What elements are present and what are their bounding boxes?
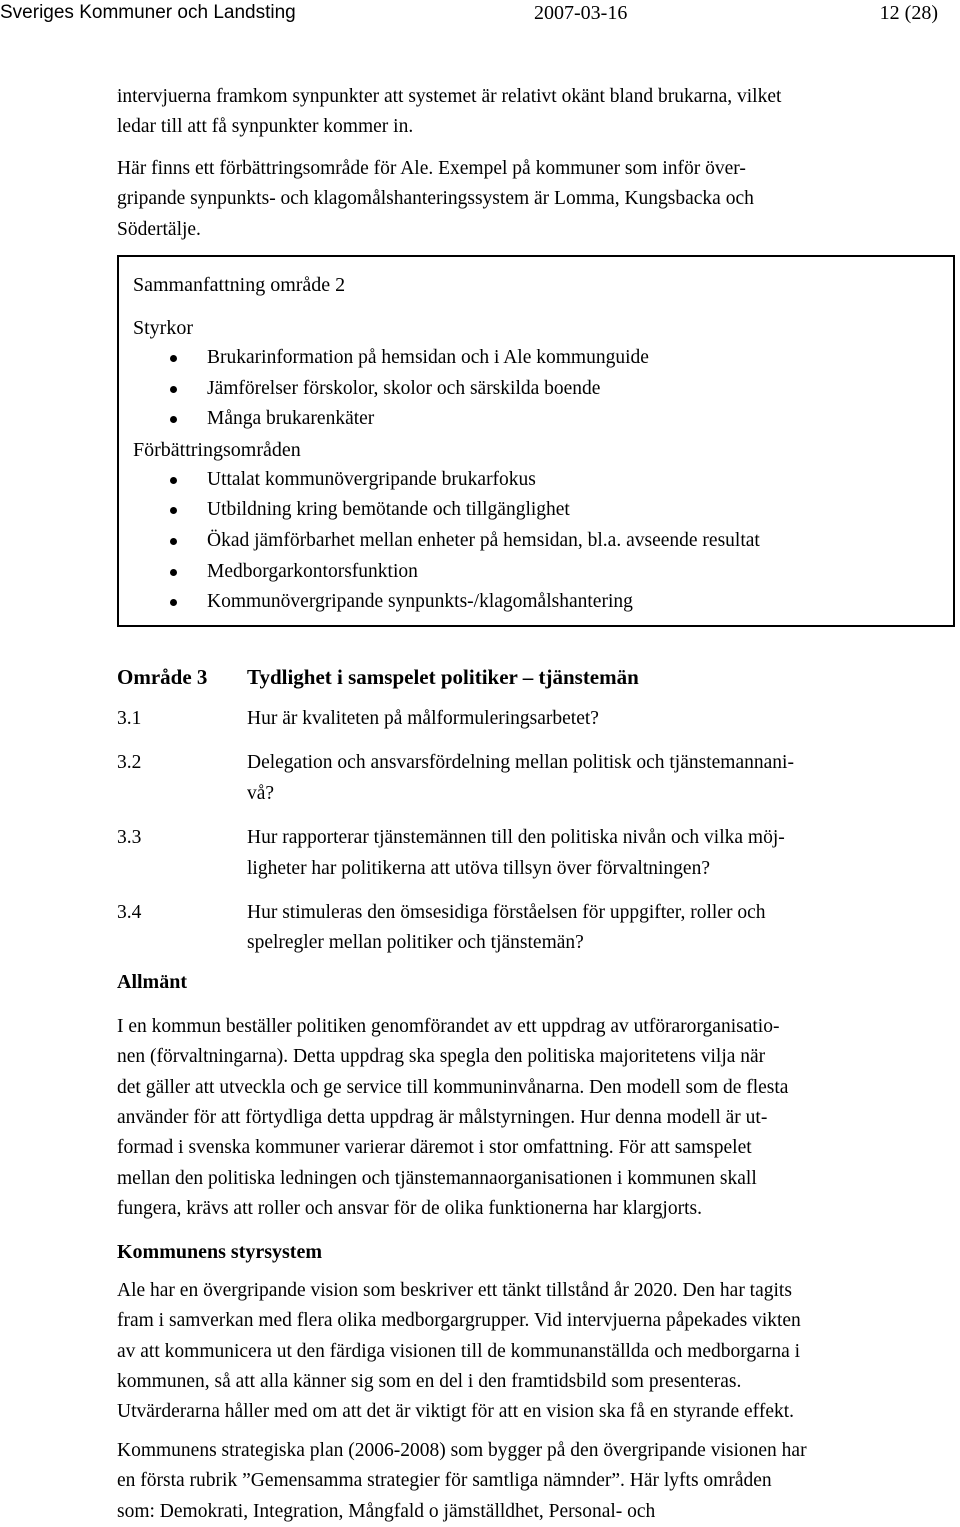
question-text: Delegation och ansvarsfördelning mellan politisk och tjänstemannani- — [247, 752, 794, 774]
question-text: vå? — [247, 782, 275, 804]
text-line: fram i samverkan med flera olika medborgargrupper. Vid intervjuerna påpekades vikten — [117, 1310, 801, 1332]
intro-paragraph-2 — [117, 154, 897, 245]
text-line: mellan den politiska ledningen och tjänstemannaorganisationen i kommunen skall — [117, 1167, 757, 1189]
question-text: ligheter har politikerna att utöva tillsyn över förvaltningen? — [247, 857, 710, 879]
list-item-text: Jämförelser förskolor, skolor och särskilda boende — [207, 377, 601, 399]
list-item-text: Medborgarkontorsfunktion — [207, 560, 418, 582]
text-line: nen (förvaltningarna). Detta uppdrag ska spegla den politiska majoritetens vilja när — [117, 1046, 766, 1068]
area-label: Område 3 — [117, 665, 208, 689]
question-text: Hur stimuleras den ömsesidiga förståelsen för uppgifter, roller och — [247, 902, 766, 924]
list-item — [119, 526, 953, 557]
text-line: Kommunens strategiska plan (2006-2008) som bygger på den övergripande visionen har — [117, 1439, 807, 1461]
list-item-text: Kommunövergripande synpunkts-/klagomålshantering — [207, 591, 633, 613]
bullet-icon — [170, 386, 177, 393]
text-line: en första rubrik ”Gemensamma strategier för samtliga nämnder”. Här lyfts områden — [117, 1470, 772, 1492]
list-item-text: Uttalat kommunövergripande brukarfokus — [207, 468, 536, 490]
summary-title: Sammanfattning område 2 — [133, 274, 346, 296]
list-item — [119, 587, 953, 618]
question-text: Hur är kvaliteten på målformuleringsarbetet? — [247, 708, 599, 729]
text-line: det gäller att utveckla och ge service till kommuninvånarna. Den modell som de flesta — [117, 1076, 789, 1098]
list-item — [119, 557, 953, 588]
question-number: 3.1 — [117, 708, 142, 729]
strengths-list — [119, 343, 953, 435]
text-line: kommunen, så att alla känner sig som en del i den framtidsbild som presenteras. — [117, 1370, 742, 1392]
question-number: 3.4 — [117, 902, 142, 924]
bullet-icon — [170, 477, 177, 484]
text-line: av att kommunicera ut den färdiga visionen till de kommunanställda och medborgarna i — [117, 1340, 801, 1362]
bullet-icon — [170, 507, 177, 514]
text-line: som: Demokrati, Integration, Mångfald o jämställdhet, Personal- och — [117, 1500, 656, 1522]
bullet-icon — [170, 416, 177, 423]
bullet-icon — [170, 599, 177, 606]
text-line: formad i svenska kommuner varierar däremot i stor omfattning. För att samspelet — [117, 1137, 752, 1159]
text-line: fungera, krävs att roller och ansvar för de olika funktionerna har klargjorts. — [117, 1198, 702, 1220]
text-line: ledar till att få synpunkter kommer in. — [117, 116, 414, 138]
text-line: Ale har en övergripande vision som beskriver ett tänkt tillstånd år 2020. Den har tagits — [117, 1279, 792, 1301]
list-item — [119, 404, 953, 435]
bullet-icon — [170, 569, 177, 576]
governance-paragraph-1 — [117, 1276, 897, 1428]
area-title: Tydlighet i samspelet politiker – tjänstemän — [247, 665, 639, 689]
header-date: 2007-03-16 — [534, 2, 628, 24]
bullet-icon — [170, 355, 177, 362]
intro-paragraph-1 — [117, 82, 897, 143]
question-text: spelregler mellan politiker och tjänstemän? — [247, 932, 584, 954]
question-number: 3.2 — [117, 752, 142, 774]
improvements-list — [119, 465, 953, 618]
list-item — [119, 465, 953, 496]
header-organization: Sveriges Kommuner och Landsting — [0, 2, 296, 23]
text-line: intervjuerna framkom synpunkter att systemet är relativt okänt bland brukarna, vilket — [117, 86, 782, 107]
text-line: Utvärderarna håller med om att det är viktigt för att en vision ska få en styrande effekt. — [117, 1401, 795, 1423]
text-line: gripande synpunkts- och klagomålshanteringssystem är Lomma, Kungsbacka och — [117, 188, 754, 210]
strengths-heading: Styrkor — [133, 317, 193, 339]
text-line: använder för att förtydliga detta uppdrag är målstyrningen. Hur denna modell är ut- — [117, 1107, 768, 1129]
list-item-text: Ökad jämförbarhet mellan enheter på hemsidan, bl.a. avseende resultat — [207, 529, 760, 551]
question-item — [117, 823, 897, 884]
area-3-heading — [117, 662, 897, 692]
summary-body — [119, 313, 953, 618]
page-header — [0, 0, 960, 26]
question-item — [117, 748, 897, 809]
list-item — [119, 374, 953, 405]
question-item — [117, 898, 897, 959]
question-item — [117, 704, 897, 734]
header-page-number: 12 (28) — [879, 2, 938, 24]
list-item — [119, 343, 953, 374]
text-line: Södertälje. — [117, 218, 201, 240]
general-paragraph — [117, 1012, 897, 1225]
intro-section — [117, 82, 897, 245]
area-3-section — [117, 662, 897, 1527]
governance-heading: Kommunens styrsystem — [117, 1240, 322, 1263]
question-number: 3.3 — [117, 827, 142, 849]
list-item-text: Brukarinformation på hemsidan och i Ale kommunguide — [207, 347, 649, 368]
text-line: Här finns ett förbättringsområde för Ale. Exempel på kommuner som inför över- — [117, 157, 746, 179]
governance-paragraph-2 — [117, 1436, 897, 1527]
question-text: Hur rapporterar tjänstemännen till den politiska nivån och vilka möj- — [247, 827, 785, 849]
summary-box — [117, 255, 955, 627]
general-heading: Allmänt — [117, 970, 187, 993]
improvements-heading: Förbättringsområden — [133, 438, 301, 461]
list-item — [119, 495, 953, 526]
text-line: I en kommun beställer politiken genomförandet av ett uppdrag av utförarorganisatio- — [117, 1015, 780, 1037]
list-item-text: Många brukarenkäter — [207, 408, 375, 430]
bullet-icon — [170, 538, 177, 545]
list-item-text: Utbildning kring bemötande och tillgänglighet — [207, 499, 570, 521]
